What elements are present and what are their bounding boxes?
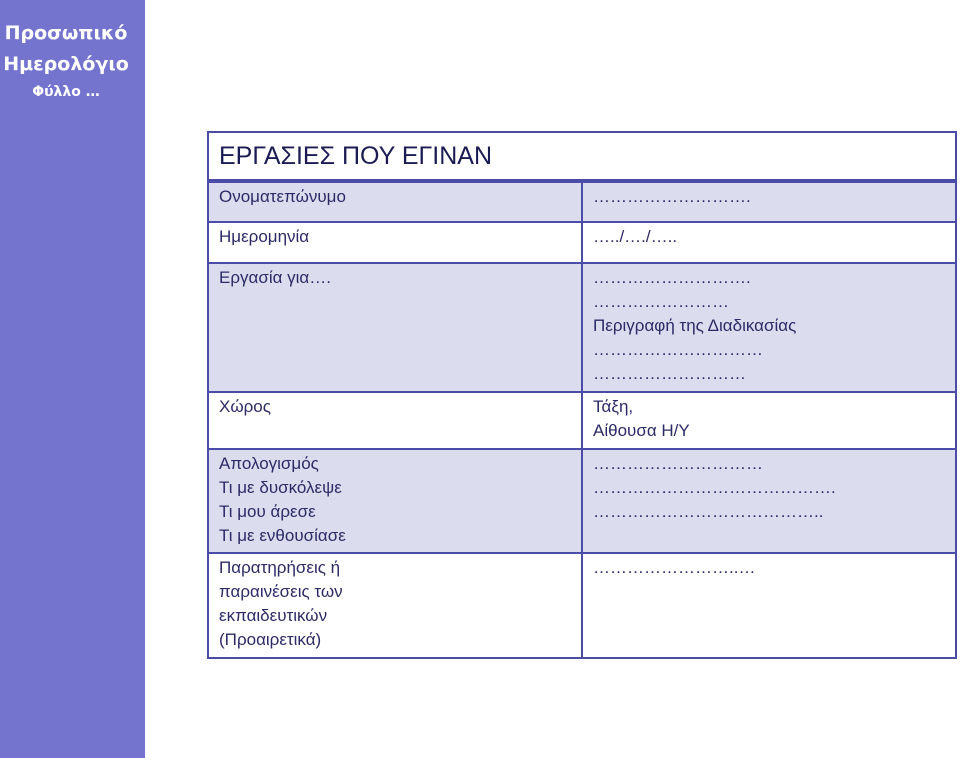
field-date[interactable] xyxy=(582,222,956,263)
label-line: εκπαιδευτικών xyxy=(219,606,328,625)
label-line: Τι με δυσκόλεψε xyxy=(219,478,342,497)
value-line: Περιγραφή της Διαδικασίας xyxy=(593,316,797,335)
form-header: ΕΡΓΑΣΙΕΣ ΠΟΥ ΕΓΙΝΑΝ xyxy=(208,132,956,181)
value-line: ……………………..… xyxy=(593,558,756,577)
label-line: Παρατηρήσεις ή xyxy=(219,558,341,577)
label-date xyxy=(208,222,582,263)
label-line: (Προαιρετικά) xyxy=(219,630,322,649)
value-line: …………………… xyxy=(593,292,729,311)
label-line: Ημερομηνία xyxy=(219,227,310,246)
label-line: Απολογισμός xyxy=(219,454,319,473)
label-notes xyxy=(208,553,582,658)
sidebar xyxy=(0,0,145,758)
label-line: Τι με ενθουσίασε xyxy=(219,526,346,545)
field-name[interactable] xyxy=(582,181,956,222)
label-name xyxy=(208,181,582,222)
form-header-row xyxy=(208,132,956,181)
label-review xyxy=(208,449,582,553)
label-place xyxy=(208,392,582,449)
label-line: Τι μου άρεσε xyxy=(219,502,316,521)
row-place xyxy=(208,392,956,449)
value-line: ………………………… xyxy=(593,454,763,473)
value-line: ………………………. xyxy=(593,187,751,206)
diary-title-line1: Προσωπικό xyxy=(4,22,128,44)
field-place[interactable] xyxy=(582,392,956,449)
label-line: Εργασία για…. xyxy=(219,268,331,287)
value-line: ……………………… xyxy=(593,364,746,383)
label-task xyxy=(208,263,582,392)
row-date xyxy=(208,222,956,263)
label-line: Ονοματεπώνυμο xyxy=(219,187,346,206)
label-line: Χώρος xyxy=(219,397,271,416)
field-review[interactable] xyxy=(582,449,956,553)
row-name xyxy=(208,181,956,222)
row-notes xyxy=(208,553,956,658)
label-line: παραινέσεις των xyxy=(219,582,343,601)
value-line: ……………………………………. xyxy=(593,478,836,497)
tasks-form-table xyxy=(207,131,957,659)
field-task[interactable] xyxy=(582,263,956,392)
diary-title-line2: Ημερολόγιο xyxy=(3,53,129,75)
row-task xyxy=(208,263,956,392)
value-line: ………………………. xyxy=(593,268,751,287)
row-review xyxy=(208,449,956,553)
value-line: ………………………… xyxy=(593,340,763,359)
value-line: Τάξη, xyxy=(593,397,634,416)
value-line: ………………………………….. xyxy=(593,502,824,521)
sheet-number: Φύλλο … xyxy=(32,84,100,100)
value-line: Αίθουσα Η/Υ xyxy=(593,421,690,440)
value-line: …../…./….. xyxy=(593,227,678,246)
field-notes[interactable] xyxy=(582,553,956,658)
